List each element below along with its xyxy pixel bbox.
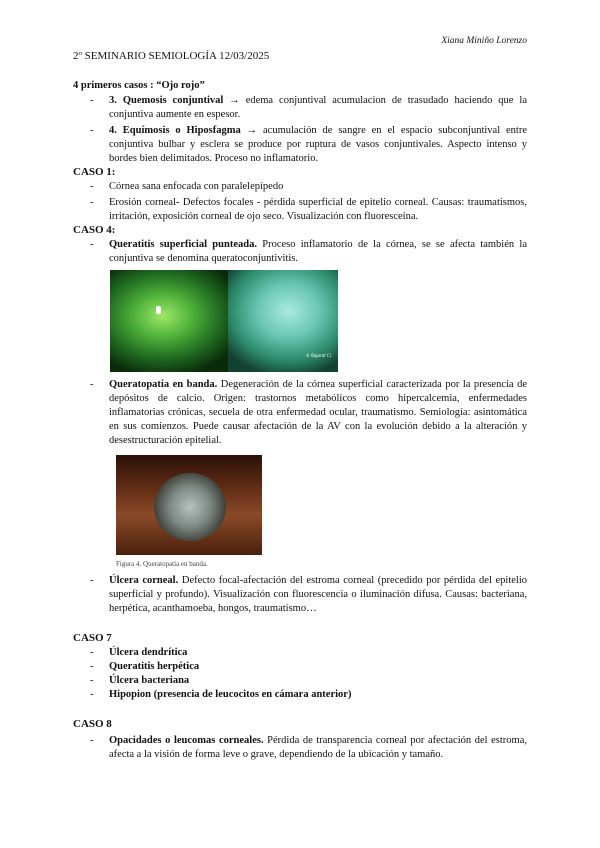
caso4-heading: CASO 4: — [73, 224, 116, 236]
list-item: - Úlcera corneal. Defecto focal-afectación del estroma corneal (precedido por pérdida del epitelio superficial y profundo). Visualización con fluorescencia o iluminación difusa. Causas: bacteriana, herpética, acanthamoeba, hongos, traumatismo… — [90, 575, 527, 614]
caso4-list-a — [0, 238, 527, 266]
list-item: - Úlcera dendrítica — [90, 647, 188, 658]
cornea — [154, 473, 226, 541]
image-watermark: © Bigaraf Cl. — [305, 353, 332, 358]
list-item: - Queratitis herpética — [90, 661, 200, 672]
list-item: - Queratitis superficial punteada. Proceso inflamatorio de la córnea, se se afecta también la conjuntiva se denomina queratoconjuntivitis. — [90, 239, 527, 264]
list-item: - Hipopion (presencia de leucocitos en cámara anterior) — [90, 689, 352, 700]
list-item: - Córnea sana enfocada con paralelepípedo — [90, 181, 284, 192]
list-item: - Opacidades o leucomas corneales. Pérdida de transparencia corneal por afectación del estroma, afecta a la visión de forma leve o grave, dependiendo de la ubicación y tamaño. — [90, 735, 528, 760]
caso1-heading: CASO 1: — [73, 166, 116, 178]
caso1-list — [0, 180, 527, 224]
list-item: - 3. Quemosis conjuntival → edema conjuntival acumulacion de trasudado haciendo que la conjuntiva aumente en espesor. — [90, 95, 527, 120]
figure-caption: Figura 4. Queratopatía en banda. — [116, 560, 208, 568]
page-title: 2º SEMINARIO SEMIOLOGÍA 12/03/2025 — [73, 50, 270, 62]
caso4-list-b — [0, 378, 527, 448]
list-item: - 4. Equímosis o Hiposfagma → acumulación de sangre en el espacio subconjuntival entre conjuntiva bulbar y esclera se produce por ruptura de vasos conjuntivales. Aspecto intenso y bordes bien delimitados. Proceso no inflamatorio. — [90, 125, 527, 164]
caso7-list — [0, 646, 527, 702]
caso4-list-c — [0, 574, 527, 616]
caso8-heading: CASO 8 — [73, 718, 112, 730]
author-name: Xiana Miniño Lorenzo — [441, 36, 527, 46]
caso8-list — [0, 734, 527, 762]
intro-heading: 4 primeros casos : “Ojo rojo” — [73, 80, 205, 91]
caso7-heading: CASO 7 — [73, 632, 112, 644]
intro-list — [0, 94, 527, 166]
list-item: - Úlcera bacteriana — [90, 675, 190, 686]
list-item: - Queratopatía en banda. Degeneración de la córnea superficial caracterizada por la presencia de depósitos de calcio. Origen: trastornos metabólicos como hipercalcemia, enfermedades inflamatorias crónicas, secuela de otra enfermedad ocular, traumatismo. Semiología: asintomática en sus comienzos. Puede causar afectación de la AV con la evolución debido a la alteración y desestructuración epitelial. — [90, 379, 527, 446]
fluorescein-image-right — [228, 270, 338, 372]
band-keratopathy-image — [116, 455, 262, 555]
fluorescein-image-left — [110, 270, 228, 372]
list-item: - Erosión corneal- Defectos focales - pérdida superficial de epitelio corneal. Causas: traumatismos, irritación, exposición corneal de ojo seco. Visualización con fluoresceína. — [90, 197, 527, 222]
light-reflex — [156, 306, 161, 314]
